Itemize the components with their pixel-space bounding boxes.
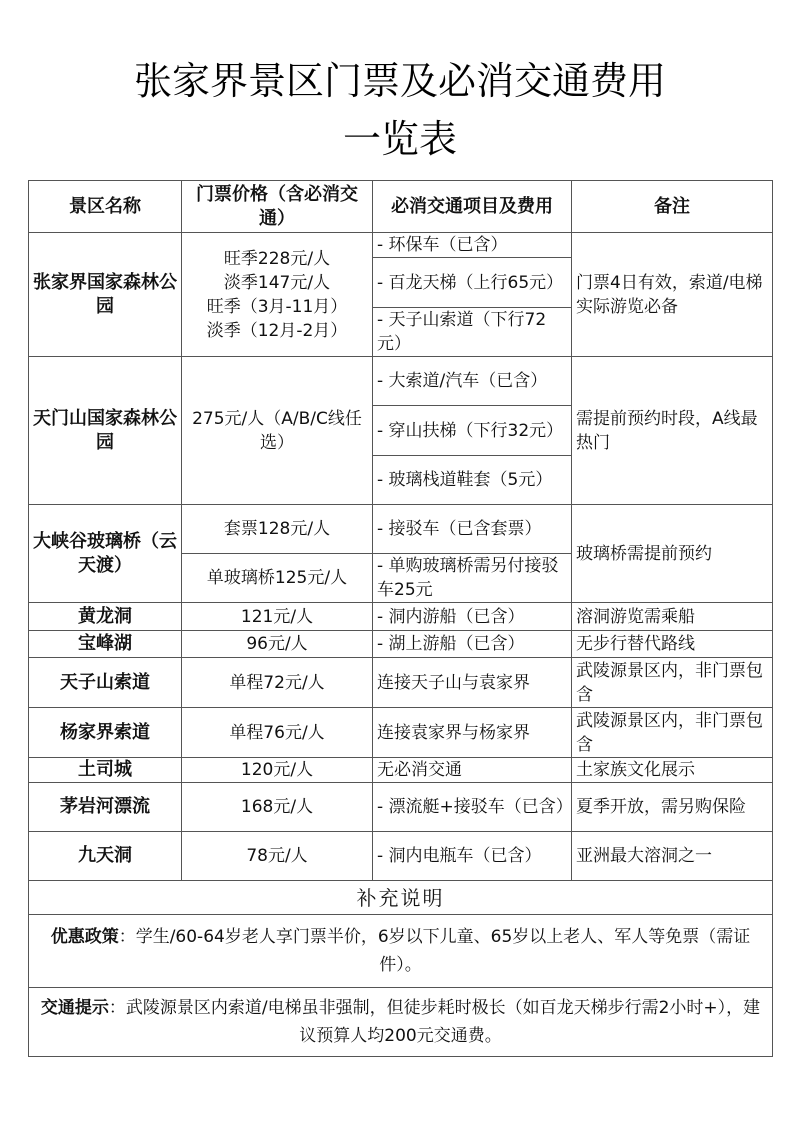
attraction-name: 大峡谷玻璃桥（云天渡）: [29, 505, 182, 603]
attraction-name: 茅岩河漂流: [29, 783, 182, 832]
ticket-price: 单玻璃桥125元/人: [182, 554, 373, 603]
ticket-price: 单程76元/人: [182, 708, 373, 758]
transport-item: - 接驳车（已含套票）: [373, 505, 572, 554]
header-name: 景区名称: [29, 181, 182, 233]
attraction-name: 宝峰湖: [29, 631, 182, 658]
supplement-header-row: [29, 881, 773, 915]
off-season: 淡季（12月-2月）: [206, 320, 348, 341]
header-transport: 必消交通项目及费用: [373, 181, 572, 233]
attraction-name: 土司城: [29, 758, 182, 783]
transport-item: - 洞内游船（已含）: [373, 603, 572, 631]
note: 需提前预约时段，A线最热门: [572, 357, 773, 505]
transport-item: - 漂流艇+接驳车（已含）: [373, 783, 572, 832]
note: 土家族文化展示: [572, 758, 773, 783]
transport-item: - 单购玻璃桥需另付接驳车25元: [373, 554, 572, 603]
ticket-price: 套票128元/人: [182, 505, 373, 554]
transport-item: - 环保车（已含）: [373, 233, 572, 258]
transport-item: - 湖上游船（已含）: [373, 631, 572, 658]
note: 溶洞游览需乘船: [572, 603, 773, 631]
discount-policy: [29, 915, 773, 988]
document-subtitle: 一览表: [342, 117, 457, 161]
ticket-price: 120元/人: [182, 758, 373, 783]
header-price: 门票价格（含必消交通）: [182, 181, 373, 233]
table-row: [29, 832, 773, 881]
transport-item: 连接袁家界与杨家界: [373, 708, 572, 758]
price-peak: 旺季228元/人: [223, 248, 331, 269]
traffic-text: ：武陵源景区内索道/电梯虽非强制，但徒步耗时极长（如百龙天梯步行需2小时+），建议预算人均200元交通费。: [108, 998, 761, 1046]
attraction-name: 杨家界索道: [29, 708, 182, 758]
table-row: [29, 783, 773, 832]
ticket-price: 96元/人: [182, 631, 373, 658]
document-title: 张家界景区门票及必消交通费用: [133, 59, 666, 103]
attraction-name: 黄龙洞: [29, 603, 182, 631]
ticket-price: 121元/人: [182, 603, 373, 631]
attraction-name: 天门山国家森林公园: [29, 357, 182, 505]
discount-text: ：学生/60-64岁老人享门票半价，6岁以下儿童、65岁以上老人、军人等免票（需证件）。: [118, 927, 751, 975]
note: 无步行替代路线: [572, 631, 773, 658]
transport-item: - 天子山索道（下行72元）: [373, 308, 572, 357]
ticket-price: 单程72元/人: [182, 658, 373, 708]
traffic-label: 交通提示: [40, 998, 109, 1018]
attraction-name: 张家界国家森林公园: [29, 233, 182, 357]
note: 武陵源景区内，非门票包含: [572, 708, 773, 758]
peak-season: 旺季（3月-11月）: [206, 296, 348, 317]
ticket-price: 275元/人（A/B/C线任选）: [182, 357, 373, 505]
transport-item: - 大索道/汽车（已含）: [373, 357, 572, 406]
attraction-name: 九天洞: [29, 832, 182, 881]
ticket-price: 168元/人: [182, 783, 373, 832]
transport-item: - 穿山扶梯（下行32元）: [373, 406, 572, 456]
note: 门票4日有效，索道/电梯实际游览必备: [572, 233, 773, 357]
note: 武陵源景区内，非门票包含: [572, 658, 773, 708]
transport-item: - 洞内电瓶车（已含）: [373, 832, 572, 881]
attraction-name: 天子山索道: [29, 658, 182, 708]
supplement-row: [29, 915, 773, 988]
transport-item: 无必消交通: [373, 758, 572, 783]
table-row: [29, 233, 773, 258]
table-row: [29, 658, 773, 708]
table-row: [29, 631, 773, 658]
table-row: [29, 505, 773, 554]
transport-item: 连接天子山与袁家界: [373, 658, 572, 708]
note: 亚洲最大溶洞之一: [572, 832, 773, 881]
note: 玻璃桥需提前预约: [572, 505, 773, 603]
fee-table: [28, 180, 773, 1057]
discount-label: 优惠政策: [50, 927, 119, 947]
traffic-tip: [29, 988, 773, 1057]
transport-item: - 百龙天梯（上行65元）: [373, 258, 572, 308]
ticket-price: 78元/人: [182, 832, 373, 881]
supplement-row: [29, 988, 773, 1057]
table-row: [29, 758, 773, 783]
table-row: [29, 357, 773, 406]
price-off: 淡季147元/人: [223, 272, 331, 293]
header-note: 备注: [572, 181, 773, 233]
ticket-price: [182, 233, 373, 357]
table-header-row: [29, 181, 773, 233]
supplement-title: 补充说明: [29, 881, 773, 915]
transport-item: - 玻璃栈道鞋套（5元）: [373, 456, 572, 505]
note: 夏季开放，需另购保险: [572, 783, 773, 832]
table-row: [29, 708, 773, 758]
table-row: [29, 603, 773, 631]
